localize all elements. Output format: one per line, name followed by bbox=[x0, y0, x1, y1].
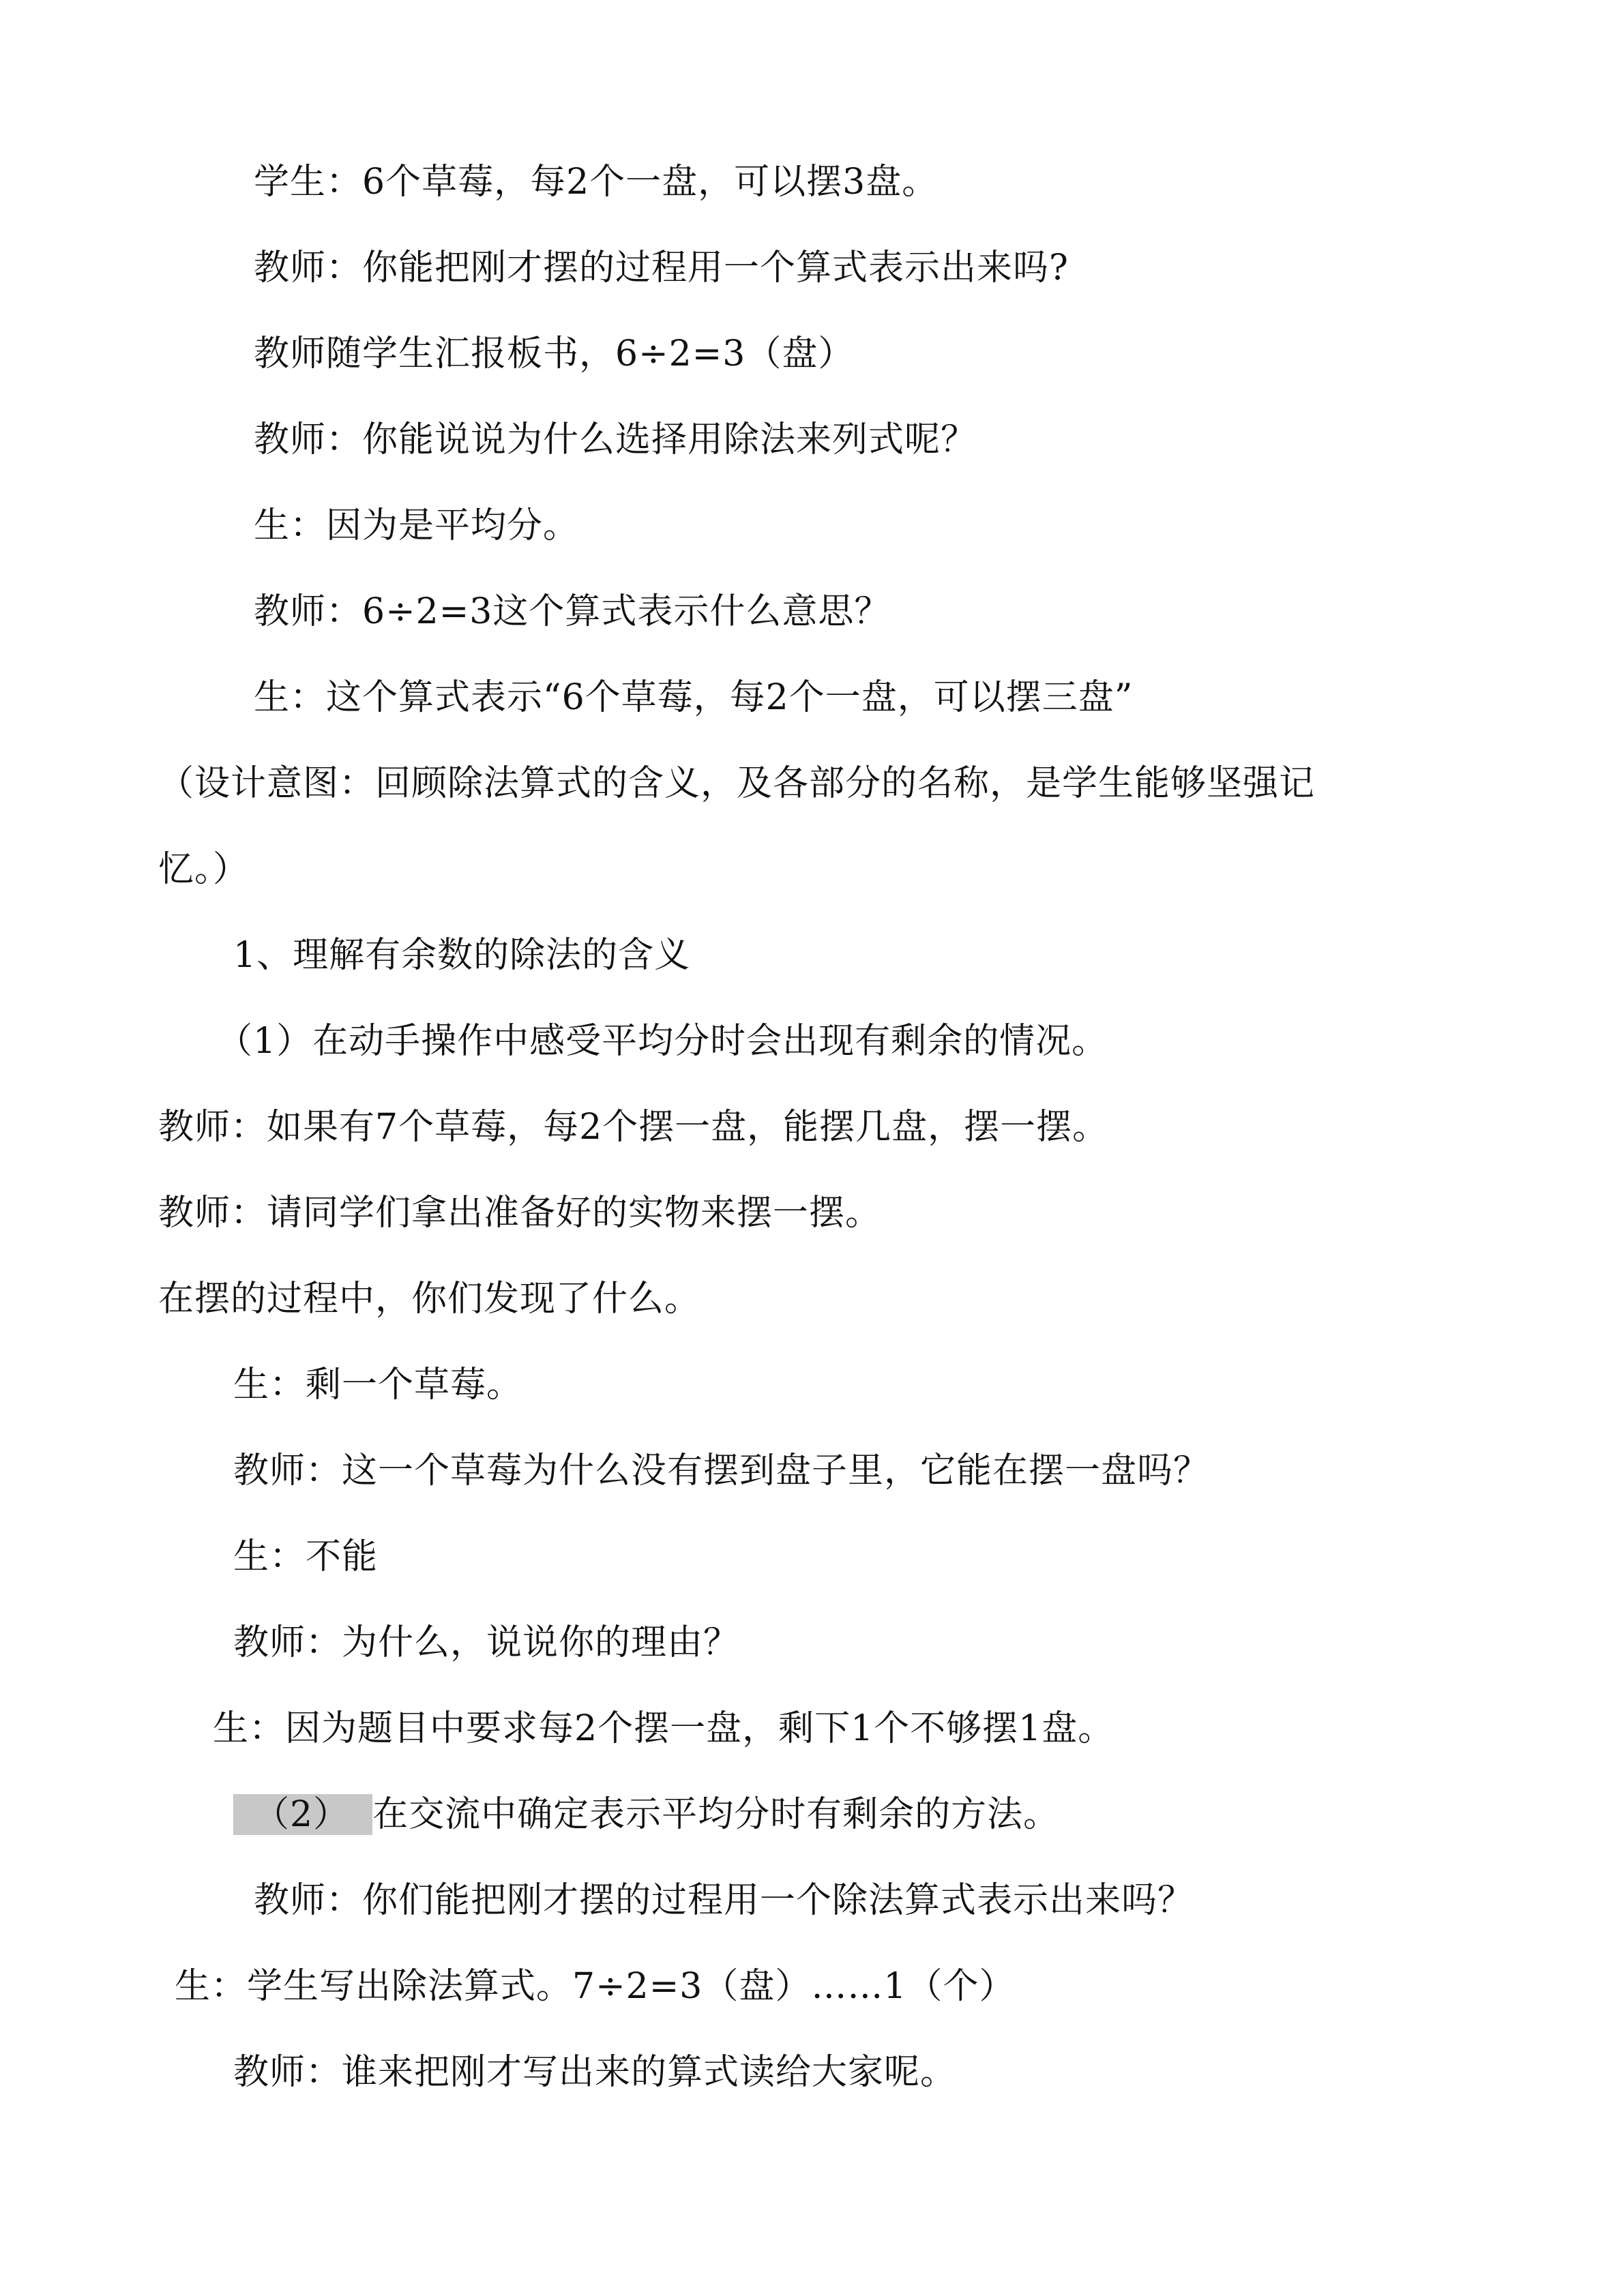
text-line: 教师：谁来把刚才写出来的算式读给大家呢。 bbox=[233, 2052, 957, 2093]
highlighted-label: （2） bbox=[233, 1794, 372, 1835]
sub-heading: （1）在动手操作中感受平均分时会出现有剩余的情况。 bbox=[217, 1021, 1108, 1062]
sub-heading-text: 在交流中确定表示平均分时有剩余的方法。 bbox=[372, 1794, 1060, 1835]
text-line: 生：学生写出除法算式。7÷2=3（盘）……1（个） bbox=[175, 1966, 1016, 2007]
text-line: 忆。） bbox=[158, 849, 250, 890]
text-line: 生：不能 bbox=[233, 1536, 379, 1577]
text-line: 教师：你能说说为什么选择用除法来列式呢？ bbox=[254, 419, 977, 460]
text-line: 生：剩一个草莓。 bbox=[233, 1365, 523, 1405]
text-line: 生：因为是平均分。 bbox=[254, 505, 580, 546]
text-line: 教师：请同学们拿出准备好的实物来摆一摆。 bbox=[158, 1193, 882, 1234]
text-line: 教师：为什么，说说你的理由？ bbox=[233, 1622, 740, 1663]
text-line: 生：因为题目中要求每2个摆一盘，剩下1个不够摆1盘。 bbox=[213, 1708, 1114, 1749]
text-line: 在摆的过程中，你们发现了什么。 bbox=[158, 1279, 701, 1320]
text-line: 生：这个算式表示“6个草莓，每2个一盘，可以摆三盘” bbox=[254, 677, 1134, 718]
text-line: （设计意图：回顾除法算式的含义，及各部分的名称，是学生能够坚强记 bbox=[158, 763, 1316, 804]
text-line: 教师：如果有7个草莓，每2个摆一盘，能摆几盘，摆一摆。 bbox=[158, 1107, 1109, 1148]
text-line: 学生：6个草莓，每2个一盘，可以摆3盘。 bbox=[254, 162, 939, 203]
text-line: 教师：你能把刚才摆的过程用一个算式表示出来吗? bbox=[254, 248, 1069, 288]
text-line: 教师：你们能把刚才摆的过程用一个除法算式表示出来吗？ bbox=[254, 1880, 1194, 1921]
section-heading: 1、理解有余数的除法的含义 bbox=[233, 935, 691, 976]
text-line: 教师：这一个草莓为什么没有摆到盘子里，它能在摆一盘吗？ bbox=[233, 1450, 1210, 1491]
text-line: 教师：6÷2=3这个算式表示什么意思？ bbox=[254, 591, 891, 632]
text-line: 教师随学生汇报板书，6÷2=3（盘） bbox=[254, 333, 855, 374]
sub-heading bbox=[233, 1791, 1059, 1838]
